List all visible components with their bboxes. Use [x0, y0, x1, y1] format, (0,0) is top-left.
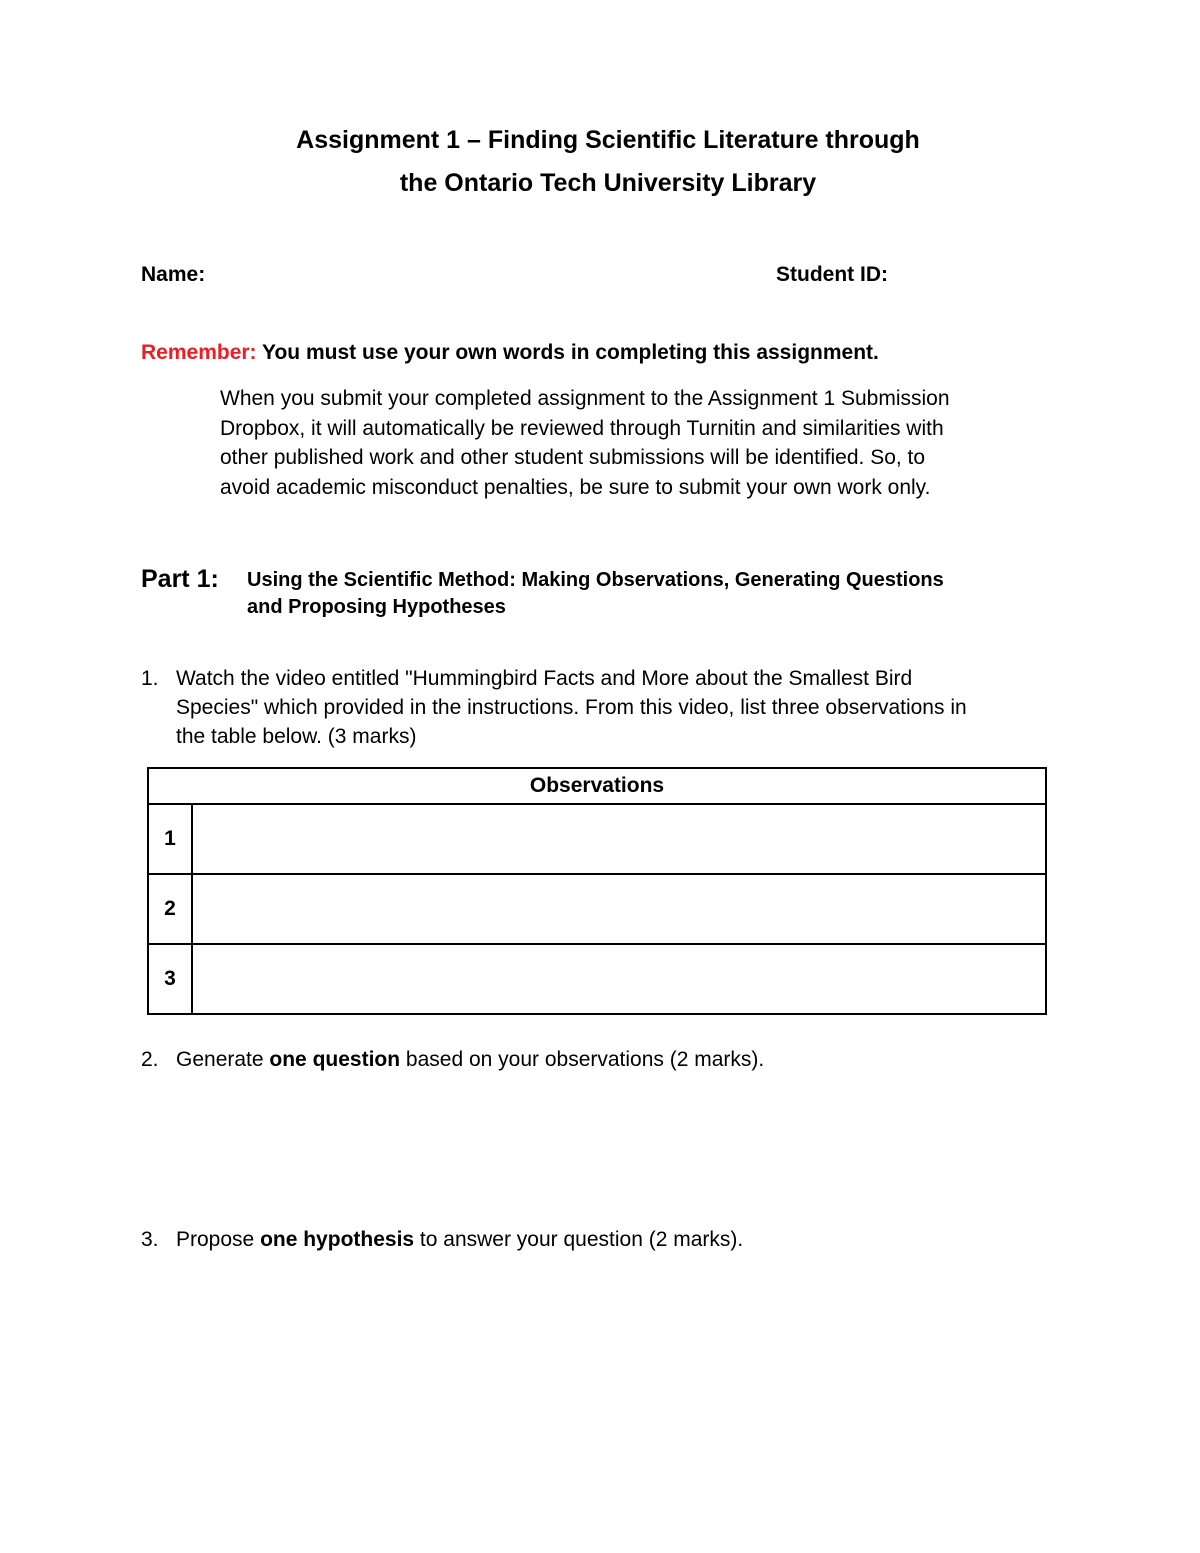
question-2-prefix: Generate	[176, 1048, 270, 1071]
question-1-number: 1.	[141, 667, 159, 690]
question-2-emphasis: one question	[269, 1048, 401, 1071]
remember-text: You must use your own words in completing this assignment.	[262, 341, 879, 364]
question-3-emphasis: one hypothesis	[260, 1228, 415, 1251]
student-id-label: Student ID:	[776, 263, 888, 286]
remember-notice	[141, 340, 879, 366]
question-1-line: Species" which provided in the instructions. From this video, list three observations in	[176, 696, 967, 719]
turnitin-notice-paragraph	[220, 384, 1080, 502]
observation-row-number: 3	[148, 944, 192, 1014]
question-3-text	[176, 1225, 1076, 1254]
observation-row-number: 1	[148, 804, 192, 874]
remember-label: Remember:	[141, 341, 257, 364]
notice-line: When you submit your completed assignment to the Assignment 1 Submission	[220, 387, 950, 410]
question-3-suffix: to answer your question (2 marks).	[414, 1228, 744, 1251]
question-2-text	[176, 1045, 1076, 1074]
question-3-prefix: Propose	[176, 1228, 261, 1251]
observation-row	[148, 804, 1046, 874]
part-1-label: Part 1:	[141, 565, 219, 593]
observation-answer-cell[interactable]	[192, 944, 1046, 1014]
observation-row-number: 2	[148, 874, 192, 944]
part-1-title-line: Using the Scientific Method: Making Observations, Generating Questions	[247, 569, 944, 591]
notice-line: other published work and other student submissions will be identified. So, to	[220, 446, 926, 469]
part-1-title	[247, 567, 1087, 621]
observation-row	[148, 874, 1046, 944]
observations-table-header-row	[148, 768, 1046, 804]
observation-row	[148, 944, 1046, 1014]
document-title-line-1: Assignment 1 – Finding Scientific Literature through	[296, 126, 920, 154]
observations-table	[147, 767, 1047, 1015]
question-2-number: 2.	[141, 1048, 159, 1071]
name-label: Name:	[141, 263, 206, 286]
notice-line: Dropbox, it will automatically be reviewed through Turnitin and similarities with	[220, 416, 944, 440]
observations-header: Observations	[148, 768, 1046, 804]
question-2-line	[176, 1045, 1076, 1074]
part-1-title-line: and Proposing Hypotheses	[247, 596, 506, 618]
question-1-text	[176, 664, 1076, 751]
question-3-number: 3.	[141, 1228, 159, 1251]
observation-answer-cell[interactable]	[192, 874, 1046, 944]
question-1-line: Watch the video entitled "Hummingbird Facts and More about the Smallest Bird	[176, 667, 913, 690]
observation-answer-cell[interactable]	[192, 804, 1046, 874]
question-3-line	[176, 1225, 1076, 1254]
document-title-line-2: the Ontario Tech University Library	[399, 169, 817, 197]
question-1-line: the table below. (3 marks)	[176, 725, 417, 748]
notice-line: avoid academic misconduct penalties, be sure to submit your own work only.	[220, 475, 931, 499]
question-2-suffix: based on your observations (2 marks).	[400, 1048, 765, 1071]
